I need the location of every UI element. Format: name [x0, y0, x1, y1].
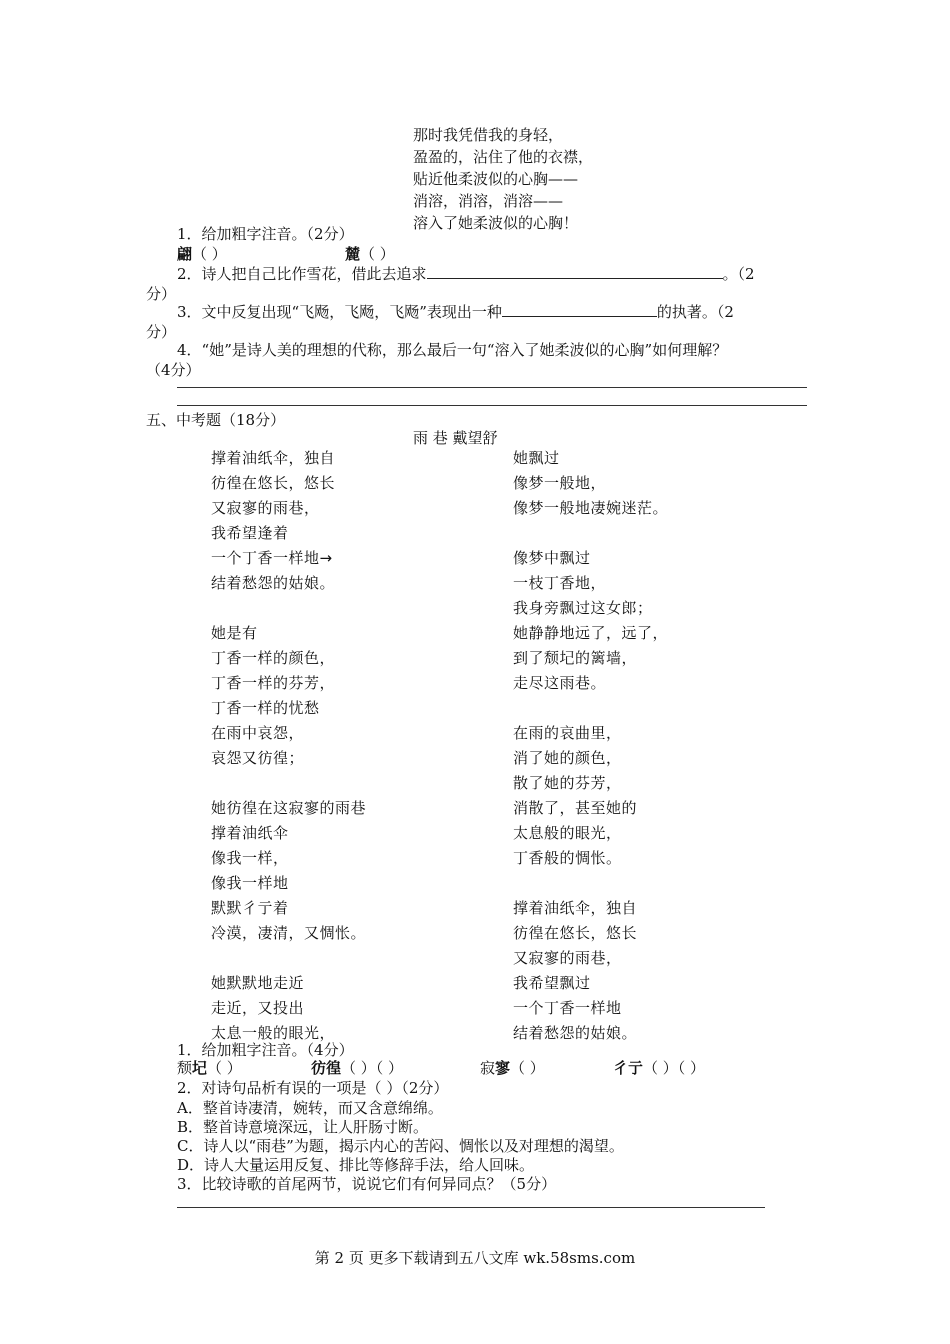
plain-char: 寂: [480, 1059, 496, 1077]
q4-wrap: （4分）: [146, 361, 201, 379]
poem-line: 走近，又投出: [211, 999, 305, 1017]
poem-line: 那时我凭借我的身轻，: [413, 126, 564, 144]
answer-paren[interactable]: （ ）（ ）: [643, 1059, 706, 1077]
poem-line: 彷徨在悠长，悠长: [513, 924, 638, 942]
answer-paren[interactable]: （ ）: [192, 245, 227, 263]
poem-line: 默默彳亍着: [211, 899, 289, 917]
answer-line[interactable]: [177, 387, 807, 388]
option-c[interactable]: C．诗人以“雨巷”为题，揭示内心的苦闷、惆怅以及对理想的渴望。: [177, 1137, 624, 1155]
poem-line: 结着愁怨的姑娘。: [513, 1024, 638, 1042]
poem-line: 到了颓圮的篱墙，: [513, 649, 638, 667]
poem-line: 消溶，消溶，消溶——: [413, 192, 564, 210]
poem-line: 她彷徨在这寂寥的雨巷: [211, 799, 367, 817]
poem-line: 她飘过: [513, 449, 560, 467]
answer-blank[interactable]: [427, 264, 723, 279]
poem-line: 溶入了她柔波似的心胸！: [413, 214, 579, 232]
question-3: [177, 302, 734, 322]
q1-item-2: [345, 244, 395, 264]
poem-line: 丁香一样的忧愁: [211, 699, 320, 717]
section-heading: 五、中考题（18分）: [146, 411, 286, 429]
poem-line: 她是有: [211, 624, 258, 642]
answer-line[interactable]: [177, 1207, 765, 1208]
poem-line: 贴近他柔波似的心胸——: [413, 170, 579, 188]
question-5-3: 3．比较诗歌的首尾两节，说说它们有何异同点？（5分）: [177, 1175, 557, 1193]
answer-paren[interactable]: （ ）（ ）: [341, 1059, 404, 1077]
poem-line: 撑着油纸伞，独自: [211, 449, 336, 467]
poem-line: 结着愁怨的姑娘。: [211, 574, 336, 592]
poem-line: 丁香一样的芬芳，: [211, 674, 336, 692]
question-2: [177, 264, 755, 284]
bold-char: 寥: [495, 1059, 511, 1077]
poem-line: 走尽这雨巷。: [513, 674, 607, 692]
poem-line: 我身旁飘过这女郎；: [513, 599, 653, 617]
poem-line: 我希望飘过: [513, 974, 591, 992]
question-1: 1．给加粗字注音。（2分）: [177, 225, 354, 243]
poem-line: 散了她的芬芳，: [513, 774, 622, 792]
poem-line: 消了她的颜色，: [513, 749, 622, 767]
poem-line: 太息般的眼光，: [513, 824, 622, 842]
poem-line: 她默默地走近: [211, 974, 305, 992]
bold-char: 彷徨: [311, 1059, 342, 1077]
answer-paren[interactable]: （ ）: [360, 245, 395, 263]
question-4: 4．“她”是诗人美的理想的代称，那么最后一句“溶入了她柔波似的心胸”如何理解？: [177, 341, 728, 359]
poem-line: 彷徨在悠长，悠长: [211, 474, 336, 492]
poem-line: 一枝丁香地，: [513, 574, 607, 592]
answer-paren[interactable]: （ ）: [510, 1059, 545, 1077]
q3-wrap: 分）: [146, 323, 177, 341]
question-5-2: 2．对诗句品析有误的一项是（ ）（2分）: [177, 1079, 449, 1097]
poem-line: 又寂寥的雨巷，: [513, 949, 622, 967]
poem-line: 撑着油纸伞: [211, 824, 289, 842]
poem-line: 像我一样地: [211, 874, 289, 892]
q5-1-item: [480, 1058, 545, 1078]
poem-line: 哀怨又彷徨；: [211, 749, 305, 767]
poem-line: 冷漠，凄清，又惆怅。: [211, 924, 367, 942]
poem-line: 太息一般的眼光，: [211, 1024, 336, 1042]
poem-line: 她静静地远了，远了，: [513, 624, 669, 642]
option-a[interactable]: A．整首诗凄清，婉转，而又含意绵绵。: [177, 1099, 443, 1117]
poem-line: 丁香般的惆怅。: [513, 849, 622, 867]
option-d[interactable]: D．诗人大量运用反复、排比等修辞手法，给人回味。: [177, 1156, 535, 1174]
q3-suffix: 的执著。（2: [656, 303, 734, 321]
q3-prefix: 3．文中反复出现“飞飏，飞飏，飞飏”表现出一种: [177, 303, 502, 321]
bold-char: 麓: [345, 245, 361, 263]
bold-char: 圮: [192, 1059, 208, 1077]
answer-line[interactable]: [177, 405, 807, 406]
q5-1-item: [613, 1058, 705, 1078]
poem-line: 像我一样，: [211, 849, 289, 867]
q5-1-item: [177, 1058, 242, 1078]
bold-char: 翩: [177, 245, 193, 263]
q2-wrap: 分）: [146, 285, 177, 303]
poem-line: 我希望逢着: [211, 524, 289, 542]
answer-blank[interactable]: [502, 302, 657, 317]
poem-line: 消散了，甚至她的: [513, 799, 638, 817]
poem-line: 盈盈的，沾住了他的衣襟，: [413, 148, 594, 166]
poem-line: 像梦一般地凄婉迷茫。: [513, 499, 669, 517]
bold-char: 彳亍: [613, 1059, 644, 1077]
option-b[interactable]: B．整首诗意境深远，让人肝肠寸断。: [177, 1118, 429, 1136]
poem-line: 撑着油纸伞，独自: [513, 899, 638, 917]
q5-1-item: [311, 1058, 403, 1078]
poem-line: 在雨中哀怨，: [211, 724, 305, 742]
q2-suffix: 。（2: [722, 265, 755, 283]
poem-line: 像梦中飘过: [513, 549, 591, 567]
poem-line: 像梦一般地，: [513, 474, 607, 492]
page-footer: 第 2 页 更多下载请到五八文库 wk.58sms.com: [314, 1249, 636, 1267]
poem-line: 又寂寥的雨巷，: [211, 499, 320, 517]
q2-prefix: 2．诗人把自己比作雪花，借此去追求: [177, 265, 427, 283]
poem-line: 一个丁香一样地→: [211, 549, 333, 567]
question-5-1: 1．给加粗字注音。（4分）: [177, 1041, 354, 1059]
q1-item-1: [177, 244, 227, 264]
poem-title: 雨 巷 戴望舒: [413, 429, 498, 447]
poem-line: 在雨的哀曲里，: [513, 724, 622, 742]
answer-paren[interactable]: （ ）: [207, 1059, 242, 1077]
plain-char: 颓: [177, 1059, 193, 1077]
poem-line: 一个丁香一样地: [513, 999, 622, 1017]
poem-line: 丁香一样的颜色，: [211, 649, 336, 667]
